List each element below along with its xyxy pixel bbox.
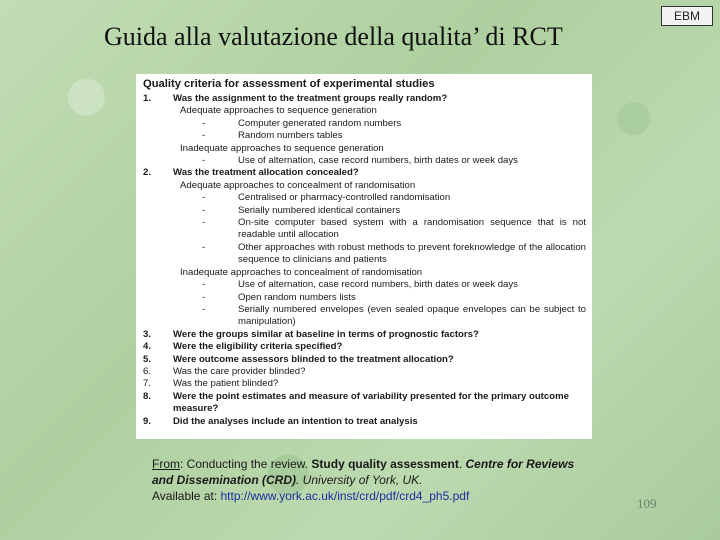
dash-marker: - <box>202 241 206 253</box>
dash-marker: - <box>202 204 206 216</box>
from-label: From <box>152 457 180 471</box>
citation-location: . University of York, UK. <box>296 473 423 487</box>
source-citation <box>152 456 582 504</box>
list-item-text: Other approaches with robust methods to prevent foreknowledge of the allocation sequence to clinicians and patients <box>238 241 586 266</box>
question-text: Were the point estimates and measure of variability presented for the primary outcome measure? <box>173 390 569 415</box>
question-number: 8. <box>143 390 152 402</box>
question-text: Were outcome assessors blinded to the treatment allocation? <box>173 353 454 365</box>
question-text: Was the patient blinded? <box>173 378 279 390</box>
q2-inadequate-label: Inadequate approaches to concealment of randomisation <box>180 266 423 278</box>
list-item <box>143 130 586 142</box>
list-item <box>143 292 586 304</box>
list-item <box>143 304 586 329</box>
list-item-text: Open random numbers lists <box>238 291 356 303</box>
question-number: 5. <box>143 353 152 365</box>
list-item <box>143 118 586 130</box>
q1-inadequate-label: Inadequate approaches to sequence generation <box>180 142 384 154</box>
question-6 <box>143 366 586 378</box>
dash-marker: - <box>202 303 206 315</box>
list-item-text: Serially numbered identical containers <box>238 204 401 216</box>
dash-marker: - <box>202 117 206 129</box>
question-9 <box>143 416 586 428</box>
list-item <box>143 205 586 217</box>
citation-separator: . <box>458 457 466 471</box>
q2-adequate-label: Adequate approaches to concealment of randomisation <box>180 179 416 191</box>
slide-title: Guida alla valutazione della qualita’ di RCT <box>104 22 563 51</box>
question-2 <box>143 167 586 179</box>
source-url-link[interactable]: http://www.york.ac.uk/inst/crd/pdf/crd4_ph5.pdf <box>220 489 470 503</box>
question-number: 6. <box>143 365 152 377</box>
list-item <box>143 155 586 167</box>
question-number: 3. <box>143 328 152 340</box>
list-item <box>143 192 586 204</box>
question-text: Were the eligibility criteria specified? <box>173 341 343 353</box>
list-item-text: Use of alternation, case record numbers, birth dates or week days <box>238 155 518 167</box>
list-item-text: Computer generated random numbers <box>238 117 402 129</box>
question-1 <box>143 93 586 105</box>
list-item-text: On-site computer based system with a randomisation sequence that is not readable until allocation <box>238 217 586 241</box>
dash-marker: - <box>202 291 206 303</box>
ebm-badge: EBM <box>661 6 713 26</box>
list-item-text: Centralised or pharmacy-controlled randomisation <box>238 192 451 204</box>
question-number: 4. <box>143 341 152 353</box>
list-item-text: Use of alternation, case record numbers, birth dates or week days <box>238 279 518 291</box>
list-item <box>143 242 586 267</box>
question-8 <box>143 391 586 416</box>
question-text: Were the groups similar at baseline in terms of prognostic factors? <box>173 328 479 340</box>
page-number: 109 <box>637 496 657 511</box>
question-text: Was the assignment to the treatment groups really random? <box>173 93 448 104</box>
document-heading: Quality criteria for assessment of experimental studies <box>143 78 435 90</box>
citation-title: Study quality assessment <box>311 457 459 471</box>
question-number: 2. <box>143 167 152 179</box>
list-item <box>143 217 586 242</box>
question-5 <box>143 354 586 366</box>
question-7 <box>143 378 586 390</box>
dash-marker: - <box>202 217 206 229</box>
list-item-text: Random numbers tables <box>238 130 343 142</box>
question-number: 1. <box>143 93 152 104</box>
dash-marker: - <box>202 192 206 204</box>
dash-marker: - <box>202 155 206 167</box>
available-label: Available at: <box>152 489 221 503</box>
q1-adequate-label: Adequate approaches to sequence generation <box>180 105 377 117</box>
question-text: Did the analyses include an intention to treat analysis <box>173 415 418 427</box>
citation-intro: : Conducting the review. <box>180 457 312 471</box>
question-3 <box>143 329 586 341</box>
dash-marker: - <box>202 130 206 142</box>
list-item-text: Serially numbered envelopes (even sealed opaque envelopes can be subject to manipulation) <box>238 303 586 328</box>
criteria-document <box>136 74 592 439</box>
citation-publisher: Centre for Reviews and Dissemination (CRD) <box>152 457 575 487</box>
list-item <box>143 279 586 291</box>
question-4 <box>143 341 586 353</box>
question-number: 7. <box>143 378 152 390</box>
question-number: 9. <box>143 415 152 427</box>
question-text: Was the care provider blinded? <box>173 365 306 377</box>
question-text: Was the treatment allocation concealed? <box>173 167 359 179</box>
dash-marker: - <box>202 279 206 291</box>
